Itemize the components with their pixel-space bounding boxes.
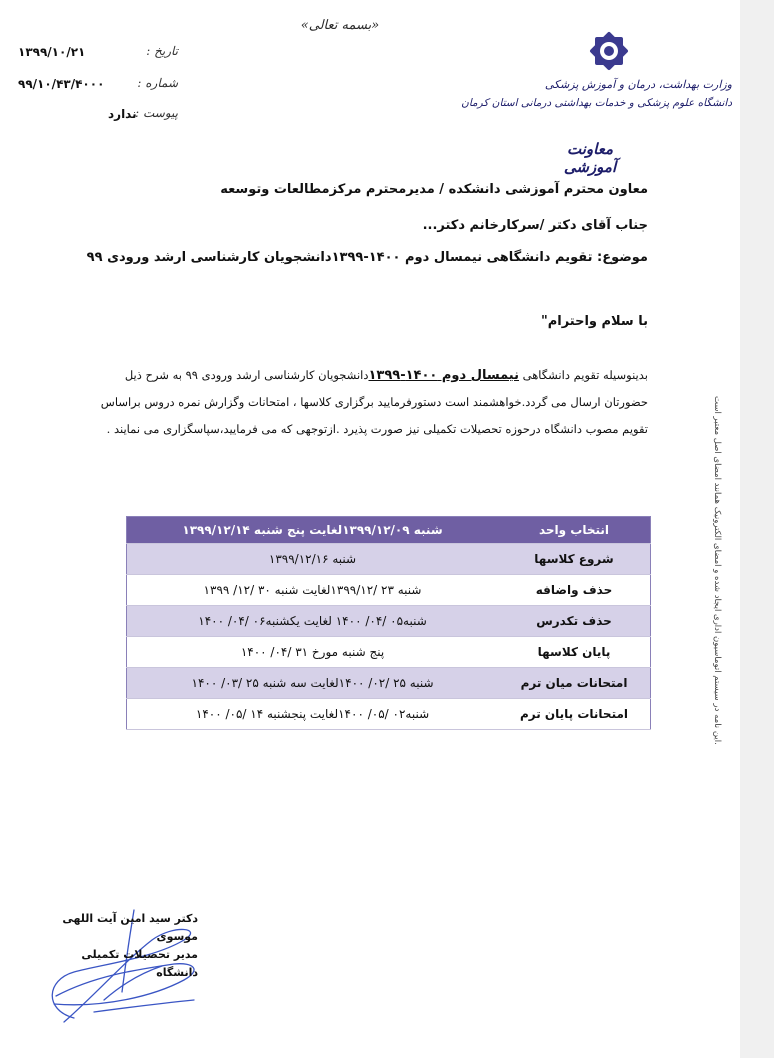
greeting: با سلام واحترام" <box>540 314 648 329</box>
attachment-field <box>18 106 178 126</box>
event-cell: پایان کلاسها <box>498 637 651 668</box>
date-cell: شنبه ۲۳ /۱۳۹۹/۱۲لغایت شنبه ۳۰ /۱۲/ ۱۳۹۹ <box>127 575 499 606</box>
bismillah: «بسمه تعالی» <box>300 18 380 33</box>
signatory-title: مدیر تحصیلات تکمیلی دانشگاه <box>81 948 198 979</box>
body-highlight: نیمسال دوم ۱۴۰۰-۱۳۹۹ <box>368 368 519 383</box>
letter-number-value: ۹۹/۱۰/۴۳/۴۰۰۰ <box>18 77 105 91</box>
attachment-value: ندارد <box>108 107 137 121</box>
signature-block <box>48 910 198 982</box>
page-margin-band <box>740 0 774 1058</box>
university-logo-icon <box>586 28 632 74</box>
event-cell: امتحانات پایان ترم <box>498 699 651 730</box>
attachment-label: پیوست : <box>135 106 178 120</box>
academic-calendar-table <box>126 516 651 730</box>
event-cell: امتحانات میان ترم <box>498 668 651 699</box>
ministry-header <box>461 76 732 140</box>
department-name: معاونت آموزشی <box>563 140 617 176</box>
date-cell: شنبه۰۲ /۰۵/ ۱۴۰۰لغایت پنجشنبه ۱۴ /۰۵/ ۱۴۰۰ <box>127 699 499 730</box>
date-cell: شنبه ۱۳۹۹/۱۲/۱۶ <box>127 544 499 575</box>
table-row <box>127 575 651 606</box>
table-row <box>127 637 651 668</box>
date-label: تاریخ : <box>146 44 178 58</box>
body-prefix: بدینوسیله تقویم دانشگاهی <box>522 368 648 382</box>
table-row <box>127 517 651 544</box>
table-row <box>127 699 651 730</box>
event-cell: انتخاب واحد <box>498 517 651 544</box>
recipient-line-2: جناب آقای دکتر /سرکارخانم دکتر... <box>422 218 648 233</box>
recipient-line-1: معاون محترم آموزشی دانشکده / مدیرمحترم مرکزمطالعات وتوسعه <box>220 182 648 197</box>
date-cell: شنبه ۲۵ /۰۲/ ۱۴۰۰لغایت سه شنبه ۲۵ /۰۳/ ۱۴۰۰ <box>127 668 499 699</box>
ministry-name: وزارت بهداشت، درمان و آموزش پزشکی <box>544 78 732 91</box>
letter-number-field <box>18 76 178 96</box>
electronic-signature-note: این نامه در سیستم اتوماسیون اداری ایجاد شده و امضای الکترونیک همانند امضای اصل معتبر است. <box>712 396 722 745</box>
date-field <box>18 44 178 64</box>
event-cell: حذف تکدرس <box>498 606 651 637</box>
university-name: دانشگاه علوم پزشکی و خدمات بهداشتی درمانی استان کرمان <box>461 97 732 109</box>
date-value: ۱۳۹۹/۱۰/۲۱ <box>18 45 86 59</box>
table-row <box>127 668 651 699</box>
letter-subject: موضوع: تقویم دانشگاهی نیمسال دوم ۱۴۰۰-۱۳۹۹دانشجویان کارشناسی ارشد ورودی ۹۹ <box>86 250 648 265</box>
event-cell: شروع کلاسها <box>498 544 651 575</box>
letter-body <box>88 362 648 443</box>
body-text: دانشجویان کارشناسی ارشد ورودی ۹۹ به شرح ذیل حضورتان ارسال می گردد.خواهشمند است دستورفرمایید برگزاری کلاسها ، امتحانات وگزارش نمره دروس براساس تقویم مصوب دانشگاه درحوزه تحصیلات تکمیلی نیز صورت پذیرد .ازتوجهی که می فرمایید،سپاسگزاری می نمایند . <box>100 368 648 436</box>
date-cell: پنج شنبه مورخ ۳۱ /۰۴/ ۱۴۰۰ <box>127 637 499 668</box>
date-cell: شنبه ۱۳۹۹/۱۲/۰۹لغایت پنج شنبه ۱۳۹۹/۱۲/۱۴ <box>127 517 499 544</box>
letter-number-label: شماره : <box>137 76 178 90</box>
signatory-name: دکتر سید امین آیت اللهی موسوی <box>62 912 198 943</box>
table-row <box>127 606 651 637</box>
event-cell: حذف واضافه <box>498 575 651 606</box>
table-row <box>127 544 651 575</box>
date-cell: شنبه۰۵ /۰۴/ ۱۴۰۰ لغایت یکشنبه۰۶ /۰۴/ ۱۴۰۰ <box>127 606 499 637</box>
